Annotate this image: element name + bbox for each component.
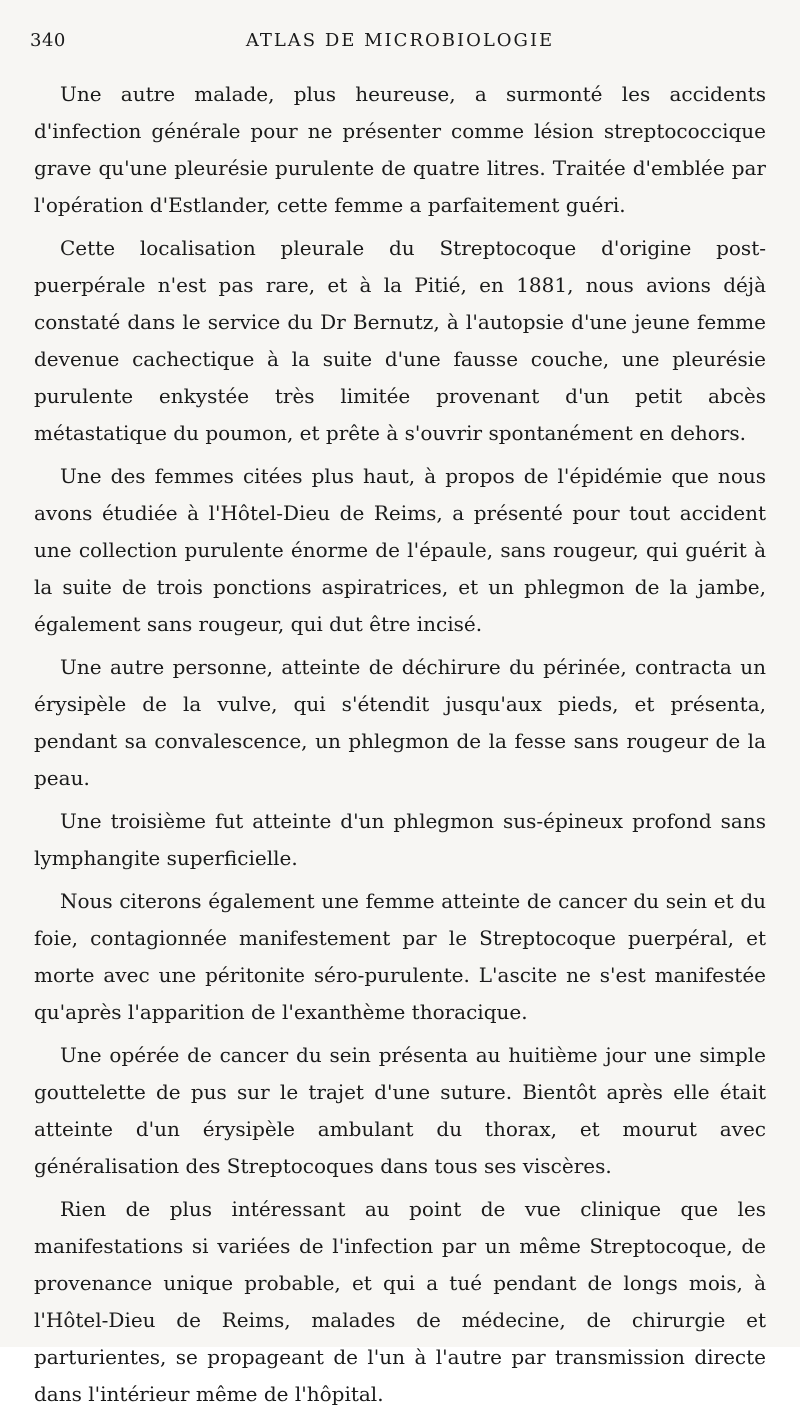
paragraph: Une troisième fut atteinte d'un phlegmon sus-épineux profond sans lymphangite superficielle.: [34, 809, 766, 870]
paragraph: Une autre malade, plus heureuse, a surmonté les accidents d'infection générale pour ne présenter comme lésion streptococcique grave qu'une pleurésie purulente de quatre litres. Traitée d'emblée par l'opération d'Estlander, cette femme a parfaitement guéri.: [34, 82, 766, 217]
page-body: [34, 76, 766, 1419]
page-header: [30, 30, 770, 60]
running-title: ATLAS DE MICROBIOLOGIE: [245, 30, 555, 51]
paragraph: Une opérée de cancer du sein présenta au huitième jour une simple gouttelette de pus sur le trajet d'une suture. Bientôt après elle était atteinte d'un érysipèle ambulant du thorax, et mourut avec généralisation des Streptocoques dans tous ses viscères.: [34, 1043, 766, 1178]
paragraph: Cette localisation pleurale du Streptocoque d'origine post-puerpérale n'est pas rare, et à la Pitié, en 1881, nous avions déjà constaté dans le service du Dr Bernutz, à l'autopsie d'une jeune femme devenue cachectique à la suite d'une fausse couche, une pleurésie purulente enkystée très limitée provenant d'un petit abcès métastatique du poumon, et prête à s'ouvrir spontanément en dehors.: [34, 236, 766, 445]
paragraph: Une autre personne, atteinte de déchirure du périnée, contracta un érysipèle de la vulve, qui s'étendit jusqu'aux pieds, et présenta, pendant sa convalescence, un phlegmon de la fesse sans rougeur de la peau.: [34, 655, 766, 790]
paragraph: Nous citerons également une femme atteinte de cancer du sein et du foie, contagionnée manifestement par le Streptocoque puerpéral, et morte avec une péritonite séro-purulente. L'ascite ne s'est manifestée qu'après l'apparition de l'exanthème thoracique.: [34, 889, 766, 1024]
paragraph: Une des femmes citées plus haut, à propos de l'épidémie que nous avons étudiée à l'Hôtel-Dieu de Reims, a présenté pour tout accident une collection purulente énorme de l'épaule, sans rougeur, qui guérit à la suite de trois ponctions aspiratrices, et un phlegmon de la jambe, également sans rougeur, qui dut être incisé.: [34, 464, 766, 636]
page-number: 340: [30, 30, 66, 51]
paragraph: Rien de plus intéressant au point de vue clinique que les manifestations si variées de l'infection par un même Streptocoque, de provenance unique probable, et qui a tué pendant de longs mois, à l'Hôtel-Dieu de Reims, malades de médecine, de chirurgie et parturientes, se propageant de l'un à l'autre par transmission directe dans l'intérieur même de l'hôpital.: [34, 1197, 766, 1406]
